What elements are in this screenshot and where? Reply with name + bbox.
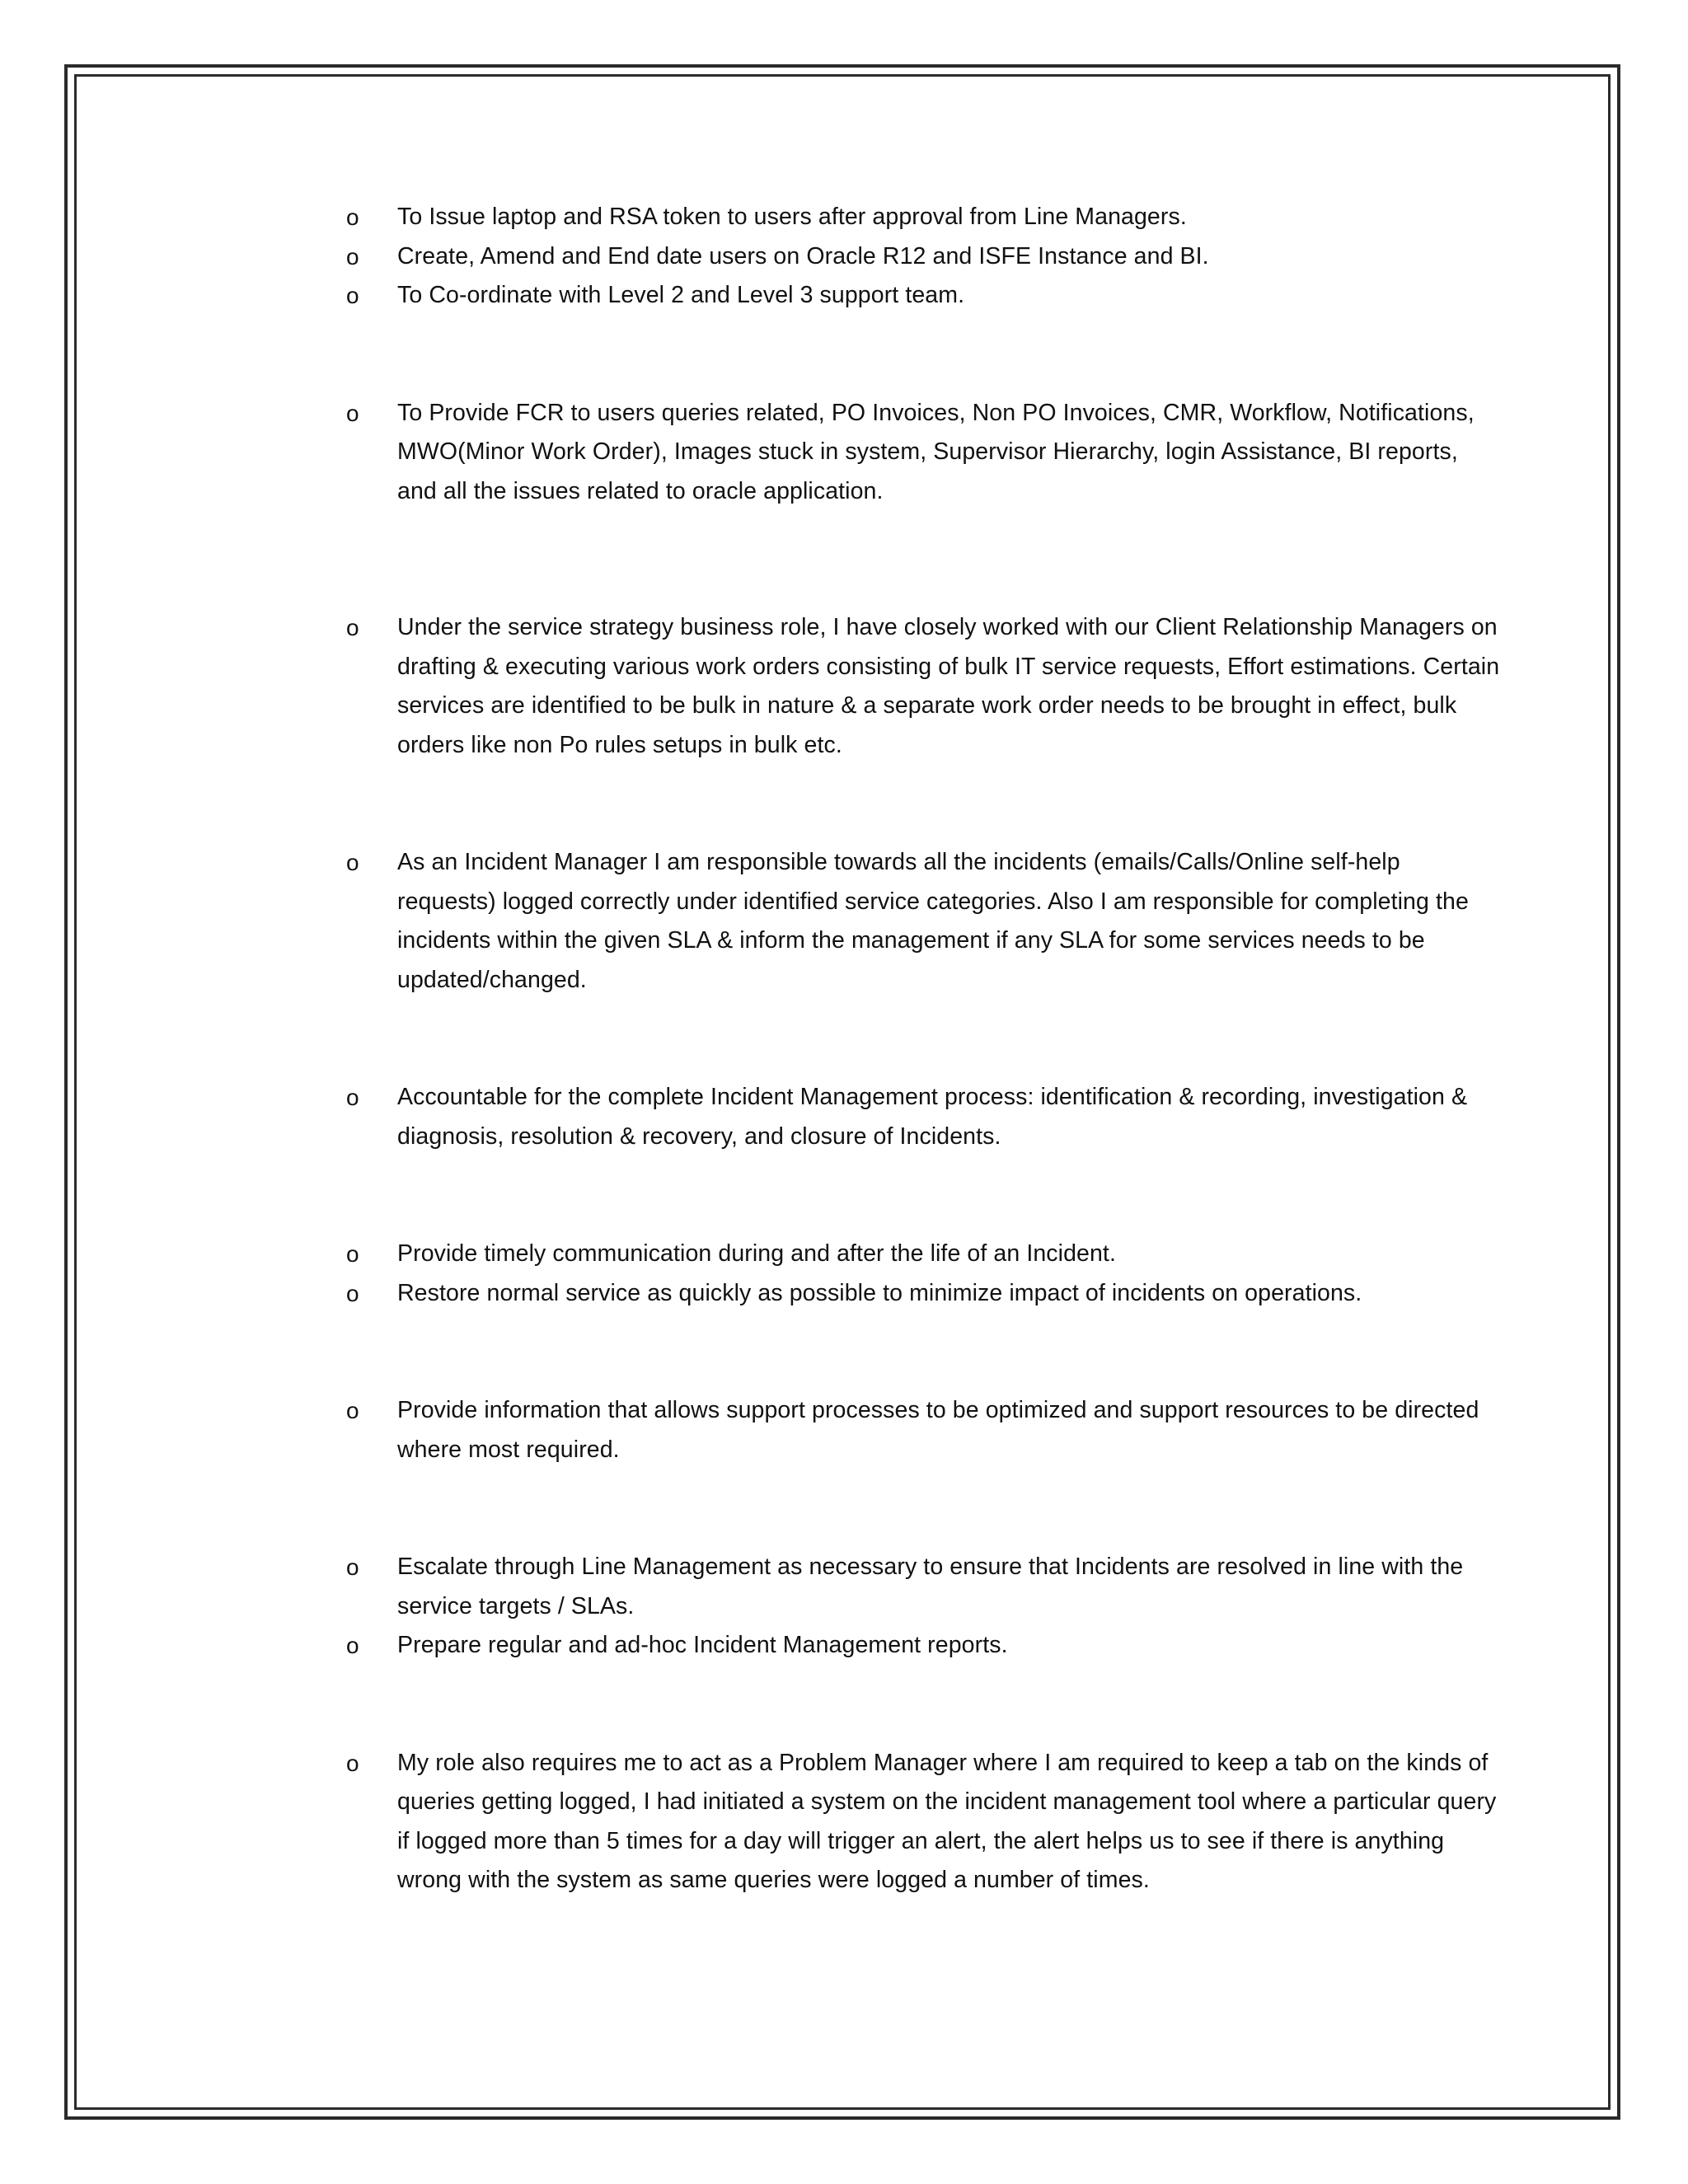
bullet-marker: o [346, 1750, 359, 1776]
bullet-marker: o [346, 1398, 359, 1423]
list-item [346, 198, 1500, 237]
list-item-text: Provide information that allows support processes to be optimized and support resources to be directed where most required. [397, 1397, 1479, 1463]
list-item [346, 1626, 1500, 1666]
list-item [346, 843, 1500, 1000]
list-item [346, 1274, 1500, 1314]
list-item [346, 276, 1500, 316]
list-item-text: My role also requires me to act as a Problem Manager where I am required to keep a tab on the kinds of queries getting logged, I had initiated a system on the incident management tool where a particular query if logged more than 5 times for a day will trigger an alert, the alert helps us to see if there is anything wrong with the system as same queries were logged a number of times. [397, 1749, 1497, 1893]
bullet-marker: o [346, 1241, 359, 1267]
list-item-text: Accountable for the complete Incident Management process: identification & recording, investigation & diagnosis, resolution & recovery, and closure of Incidents. [397, 1084, 1468, 1150]
list-item [346, 1078, 1500, 1156]
list-item-text: To Co-ordinate with Level 2 and Level 3 support team. [397, 282, 965, 308]
list-item-text: As an Incident Manager I am responsible towards all the incidents (emails/Calls/Online self-help requests) logged correctly under identified service categories. Also I am responsible for completing the incidents within the given SLA & inform the management if any SLA for some services needs to be updated/changed. [397, 849, 1469, 993]
bullet-list [346, 198, 1500, 1900]
list-item-text: Provide timely communication during and after the life of an Incident. [397, 1240, 1116, 1267]
list-item-text: Restore normal service as quickly as possible to minimize impact of incidents on operations. [397, 1279, 1362, 1306]
bullet-marker: o [346, 204, 359, 230]
bullet-marker: o [346, 283, 359, 308]
list-item [346, 608, 1500, 765]
bullet-marker: o [346, 615, 359, 640]
list-item-text: To Issue laptop and RSA token to users after approval from Line Managers. [397, 204, 1187, 230]
bullet-marker: o [346, 850, 359, 875]
list-item-text: Escalate through Line Management as necessary to ensure that Incidents are resolved in line with the service targets / SLAs. [397, 1554, 1464, 1619]
list-item [346, 394, 1500, 512]
list-item-text: Create, Amend and End date users on Oracle R12 and ISFE Instance and BI. [397, 242, 1209, 269]
list-item-text: To Provide FCR to users queries related, PO Invoices, Non PO Invoices, CMR, Workflow, Notifications, MWO(Minor Work Order), Images stuck in system, Supervisor Hierarchy, login Assistance, BI reports, and all the issues related to oracle application. [397, 399, 1475, 504]
bullet-marker: o [346, 1085, 359, 1110]
list-item [346, 1235, 1500, 1274]
list-item [346, 237, 1500, 277]
list-item-text: Prepare regular and ad-hoc Incident Management reports. [397, 1632, 1008, 1658]
list-item [346, 1548, 1500, 1626]
list-item [346, 1391, 1500, 1469]
bullet-marker: o [346, 1280, 359, 1306]
bullet-marker: o [346, 1554, 359, 1580]
bullet-marker: o [346, 1633, 359, 1658]
list-item [346, 1744, 1500, 1900]
bullet-marker: o [346, 400, 359, 426]
bullet-marker: o [346, 243, 359, 269]
list-item-text: Under the service strategy business role, I have closely worked with our Client Relationship Managers on drafting & executing various work orders consisting of bulk IT service requests, Effort estimations. Certain services are identified to be bulk in nature & a separate work order needs to be brought in effect, bulk orders like non Po rules setups in bulk etc. [397, 614, 1500, 758]
